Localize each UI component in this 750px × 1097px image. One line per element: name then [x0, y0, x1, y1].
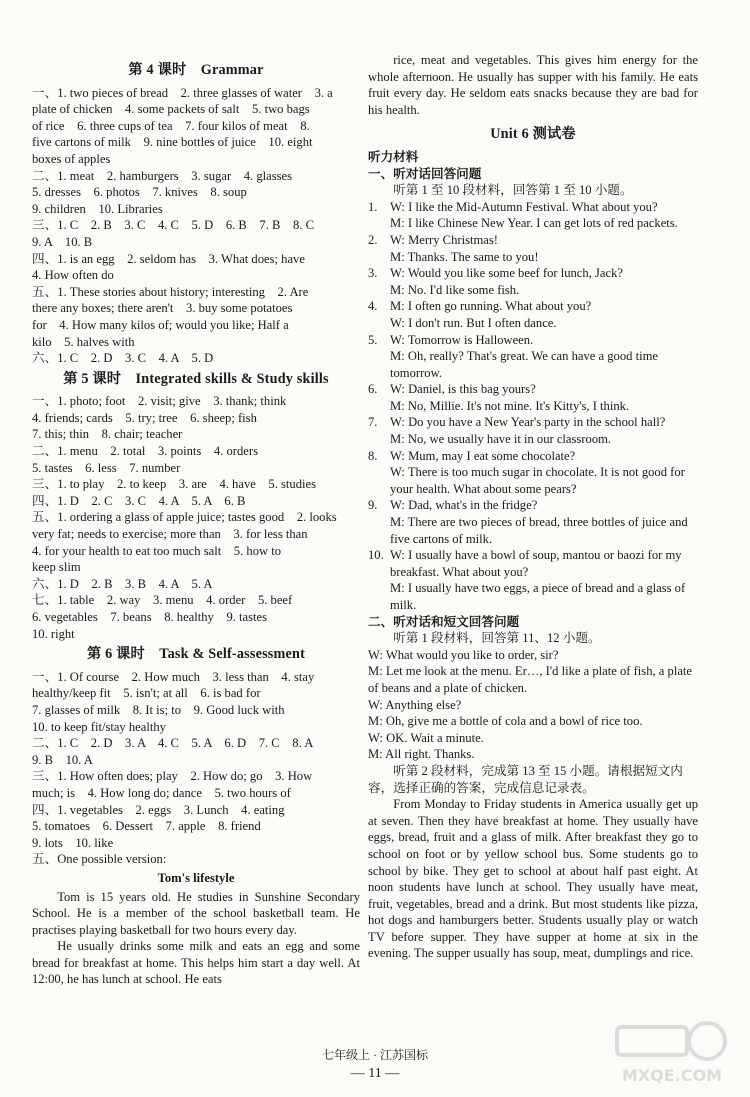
answer-line: 5. tomatoes 6. Dessert 7. apple 8. friend [32, 819, 261, 834]
answer-line: five cartons of milk 9. nine bottles of juice 10. eight [32, 135, 313, 150]
right-column [368, 52, 698, 962]
dialogue-text: M: Thanks. The same to you! [390, 249, 539, 264]
answer-line: 7. glasses of milk 8. It is; to 9. Good luck with [32, 702, 285, 717]
answer-line: 三、1. C 2. B 3. C 4. C 5. D 6. B 7. B 8. C [32, 218, 314, 233]
answer-line: 二、1. C 2. D 3. A 4. C 5. A 6. D 7. C 8. A [32, 736, 314, 751]
answer-line: 五、1. These stories about history; interesting 2. Are [32, 284, 309, 299]
dialogue-line [368, 298, 698, 315]
question-number [368, 580, 390, 613]
section-title-5: 第 5 课时 Integrated skills & Study skills [63, 370, 329, 387]
essay-title: Tom's lifestyle [157, 870, 235, 885]
dialogue-line [368, 315, 698, 332]
dialogue-line [368, 514, 698, 547]
section-4-body [32, 85, 360, 367]
footer-grade: 七年级上 · 江苏国标 [322, 1048, 428, 1062]
answer-line: 五、One possible version: [32, 852, 167, 867]
unit-title: Unit 6 测试卷 [490, 126, 576, 143]
dialogue-text: M: No, we usually have it in our classroom. [390, 432, 612, 447]
answer-line: there any boxes; there aren't 3. buy some potatoes [32, 301, 293, 316]
answer-line: 4. How often do [32, 268, 114, 283]
question-number: 3. [368, 266, 378, 281]
dialogue-line [368, 414, 698, 431]
dialogue-text: M: No, Millie. It's not mine. It's Kitty's, I think. [390, 398, 630, 413]
question-number: 1. [368, 199, 378, 214]
dialogue-line: M: All right. Thanks. [368, 747, 475, 762]
dialogue-line: M: Let me look at the menu. Er…, I'd like a plate of fish, a plate of beans and a plate of chicken. [368, 664, 693, 695]
answer-line: 六、1. D 2. B 3. B 4. A 5. A [32, 576, 213, 591]
part1-dialogues [368, 199, 698, 614]
dialogue-line [368, 265, 698, 282]
answer-line: much; is 4. How long do; dance 5. two hours of [32, 785, 291, 800]
question-number: 6. [368, 382, 378, 397]
dialogue-text: M: No. I'd like some fish. [390, 282, 520, 297]
answer-line: 9. lots 10. like [32, 835, 114, 850]
question-number [368, 215, 390, 232]
part2-dialogue [368, 647, 698, 763]
question-number [368, 282, 390, 299]
dialogue-line: W: OK. Wait a minute. [368, 730, 484, 745]
dialogue-text: W: Would you like some beef for lunch, Jack? [390, 266, 623, 281]
answer-line: 10. to keep fit/stay healthy [32, 719, 166, 734]
dialogue-line [368, 215, 698, 232]
answer-line: 4. for your health to eat too much salt 5. how to [32, 543, 282, 558]
answer-line: 三、1. to play 2. to keep 3. are 4. have 5. studies [32, 477, 317, 492]
answer-line: very fat; needs to exercise; more than 3. for less than [32, 527, 308, 542]
dialogue-text: W: I don't run. But I often dance. [390, 315, 557, 330]
section-6-body [32, 669, 360, 868]
section-title-4: 第 4 课时 Grammar [128, 62, 264, 78]
dialogue-text: W: Dad, what's in the fridge? [390, 498, 538, 513]
answer-line: boxes of apples [32, 151, 111, 166]
answer-line: 六、1. C 2. D 3. C 4. A 5. D [32, 351, 214, 366]
answer-line: 一、1. photo; foot 2. visit; give 3. thank; think [32, 394, 287, 409]
question-number [368, 398, 390, 415]
answer-line: 二、1. meat 2. hamburgers 3. sugar 4. glasses [32, 168, 292, 183]
answer-line: healthy/keep fit 5. isn't; at all 6. is bad for [32, 686, 261, 701]
essay-paragraph-2: He usually drinks some milk and eats an egg and some bread for breakfast at home. This helps him start a day well. At 12:00, he has lunch at school. He eats [32, 939, 360, 987]
answer-line: 一、1. Of course 2. How much 3. less than 4. stay [32, 669, 315, 684]
dialogue-line [368, 282, 698, 299]
answer-line: kilo 5. halves with [32, 334, 135, 349]
question-number [368, 315, 390, 332]
answer-line: 三、1. How often does; play 2. How do; go 3. How [32, 769, 313, 784]
dialogue-text: W: Tomorrow is Halloween. [390, 332, 534, 347]
answer-line: 一、1. two pieces of bread 2. three glasses of water 3. a [32, 85, 333, 100]
dialogue-line [368, 249, 698, 266]
essay-continuation: rice, meat and vegetables. This gives him energy for the whole afternoon. He usually has supper with his family. He eats fruit every day. He seldom eats snacks because they are bad for his health. [368, 53, 698, 117]
answer-line: plate of chicken 4. some packets of salt 5. two bags [32, 102, 310, 117]
essay-paragraph-1: Tom is 15 years old. He studies in Sunshine Secondary School. He is a member of the school basketball team. He practises playing basketball for two hours every day. [32, 889, 360, 937]
answer-line: 5. tastes 6. less 7. number [32, 460, 181, 475]
dialogue-text: W: There is too much sugar in chocolate. It is not good for your health. What about some pears? [390, 465, 685, 496]
answer-line: 9. A 10. B [32, 234, 93, 249]
answer-line: 9. B 10. A [32, 752, 93, 767]
dialogue-line [368, 464, 698, 497]
section-5-body [32, 393, 360, 642]
question-number [368, 348, 390, 381]
dialogue-line: M: Oh, give me a bottle of cola and a bowl of rice too. [368, 714, 643, 729]
answer-line: 10. right [32, 626, 75, 641]
dialogue-line [368, 580, 698, 613]
dialogue-text: M: I usually have two eggs, a piece of bread and a glass of milk. [390, 581, 686, 612]
dialogue-text: W: Do you have a New Year's party in the school hall? [390, 415, 666, 430]
question-number: 9. [368, 498, 378, 513]
part2-title: 二、听对话和短文回答问题 [368, 614, 520, 629]
dialogue-text: W: Merry Christmas! [390, 232, 498, 247]
answer-line: 9. children 10. Libraries [32, 201, 163, 216]
dialogue-line [368, 199, 698, 216]
answer-line: 7. this; thin 8. chair; teacher [32, 427, 183, 442]
question-number: 10. [368, 548, 384, 563]
dialogue-line [368, 232, 698, 249]
dialogue-text: M: I like Chinese New Year. I can get lots of red packets. [390, 216, 678, 231]
question-number: 2. [368, 232, 378, 247]
answer-line: 6. vegetables 7. beans 8. healthy 9. tastes [32, 610, 268, 624]
dialogue-text: M: I often go running. What about you? [390, 299, 592, 314]
dialogue-text: W: I like the Mid-Autumn Festival. What about you? [390, 199, 658, 214]
answer-line: 4. friends; cards 5. try; tree 6. sheep; fish [32, 410, 257, 425]
listening-passage: From Monday to Friday students in America usually get up at seven. Then they have breakfast at home. They usually have eggs, bread, fruit and a glass of milk. After breakfast they go to school on foot or by yellow school bus. Some students go to school by bike. They get to school at about half past eight. At noon students have lunch at school. They usually have meat, fruit, vegetables, bread and a drink. But most students like pizza, hot dogs and hamburgers better. Students usually play or watch TV before supper. They have supper at home at six in the evening. The supper usually has soup, meat, dumplings and rice. [368, 797, 698, 961]
answer-line: for 4. How many kilos of; would you like; Half a [32, 317, 289, 332]
dialogue-text: W: Daniel, is this bag yours? [390, 382, 536, 397]
answer-line: keep slim [32, 560, 81, 575]
answer-line: 四、1. D 2. C 3. C 4. A 5. A 6. B [32, 493, 246, 508]
question-number: 7. [368, 415, 378, 430]
listening-title: 听力材料 [368, 149, 419, 164]
answer-line: 七、1. table 2. way 3. menu 4. order 5. beef [32, 593, 293, 608]
dialogue-line [368, 497, 698, 514]
dialogue-line [368, 448, 698, 465]
dialogue-text: W: I usually have a bowl of soup, mantou or baozi for my breakfast. What about you? [390, 548, 682, 579]
dialogue-text: M: There are two pieces of bread, three bottles of juice and five cartons of milk. [390, 515, 688, 546]
dialogue-line: W: Anything else? [368, 697, 462, 712]
dialogue-text: M: Oh, really? That's great. We can have a good time tomorrow. [390, 349, 658, 380]
answer-line: 五、1. ordering a glass of apple juice; tastes good 2. looks [32, 510, 337, 525]
part3-intro: 听第 2 段材料，完成第 13 至 15 小题。请根据短文内容，选择正确的答案，完成信息记录表。 [368, 763, 683, 795]
part2-intro: 听第 1 段材料，回答第 11、12 小题。 [393, 631, 601, 646]
dialogue-line [368, 547, 698, 580]
answer-line: of rice 6. three cups of tea 7. four kilos of meat 8. [32, 118, 310, 133]
question-number: 4. [368, 299, 378, 314]
dialogue-line [368, 332, 698, 349]
question-number [368, 514, 390, 547]
question-number [368, 249, 390, 266]
question-number: 8. [368, 448, 378, 463]
page-number: — 11 — [350, 1066, 400, 1081]
left-column [32, 58, 360, 988]
question-number: 5. [368, 332, 378, 347]
answer-line: 5. dresses 6. photos 7. knives 8. soup [32, 185, 247, 200]
question-number [368, 464, 390, 497]
answer-line: 四、1. is an egg 2. seldom has 3. What does; have [32, 251, 305, 266]
question-number [368, 431, 390, 448]
watermark-logo [612, 1019, 732, 1089]
dialogue-line [368, 348, 698, 381]
answer-line: 四、1. vegetables 2. eggs 3. Lunch 4. eating [32, 802, 285, 817]
section-title-6: 第 6 课时 Task & Self-assessment [86, 646, 306, 663]
dialogue-line [368, 398, 698, 415]
dialogue-line: W: What would you like to order, sir? [368, 647, 559, 662]
dialogue-line [368, 381, 698, 398]
dialogue-line [368, 431, 698, 448]
watermark-text: MXQE.COM [621, 1066, 723, 1085]
part1-intro: 听第 1 至 10 段材料，回答第 1 至 10 小题。 [393, 183, 633, 198]
dialogue-text: W: Mum, may I eat some chocolate? [390, 448, 576, 463]
answer-line: 二、1. menu 2. total 3. points 4. orders [32, 444, 258, 459]
part1-title: 一、听对话回答问题 [368, 166, 482, 181]
